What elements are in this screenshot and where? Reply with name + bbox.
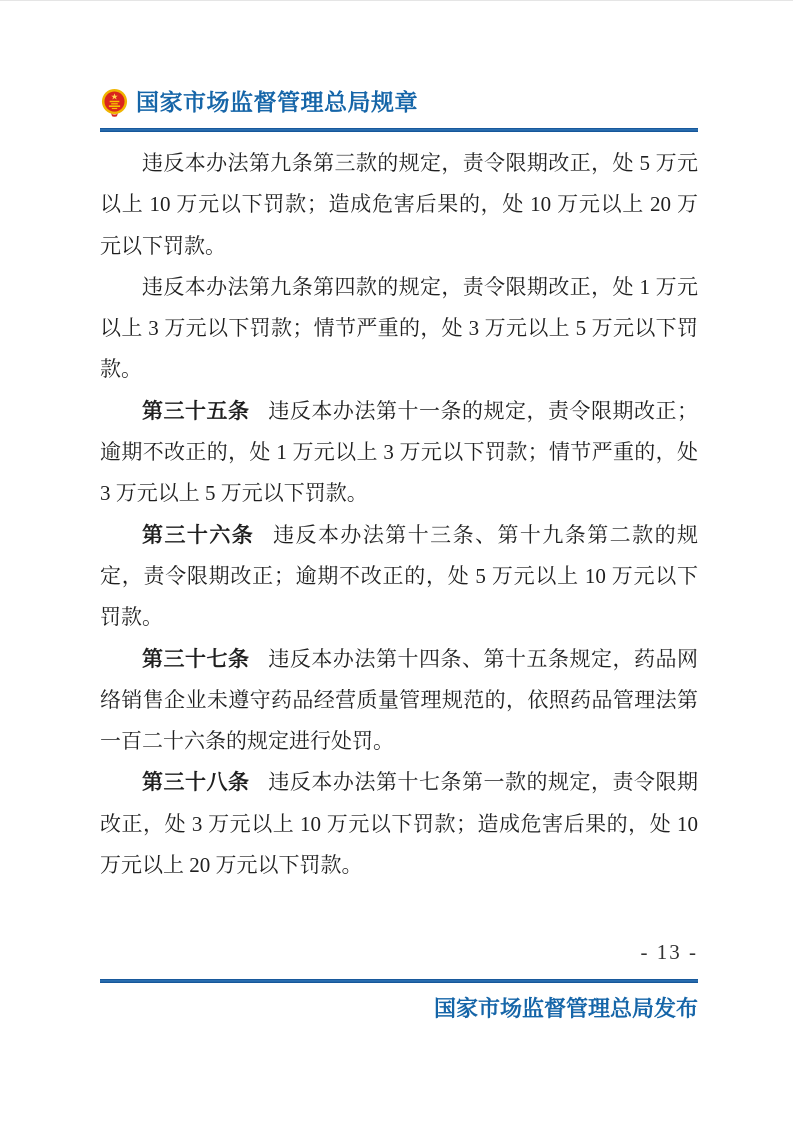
header-divider (100, 128, 698, 132)
footer-publisher: 国家市场监督管理总局发布 (433, 996, 698, 1021)
paragraph (100, 143, 698, 267)
article-number: 第三十七条 (142, 647, 250, 671)
paragraph (100, 391, 698, 515)
paragraph-text: 违反本办法第十七条第一款的规定，责令限期改正，处 3 万元以上 10 万元以下罚款；造成危害后果的，处 10 万元以上 20 万元以下罚款。 (100, 770, 699, 878)
header-title: 国家市场监督管理总局规章 (136, 88, 418, 115)
paragraph-text: 违反本办法第十四条、第十五条规定，药品网络销售企业未遵守药品经营质量管理规范的，依照药品管理法第一百二十六条的规定进行处罚。 (100, 646, 699, 754)
paragraph-text: 违反本办法第十一条的规定，责令限期改正；逾期不改正的，处 1 万元以上 3 万元以下罚款；情节严重的，处 3 万元以上 5 万元以下罚款。 (100, 398, 699, 506)
paragraph (100, 762, 698, 886)
paragraph-text: 违反本办法第九条第四款的规定，责令限期改正，处 1 万元以上 3 万元以下罚款；情节严重的，处 3 万元以上 5 万元以下罚款。 (100, 274, 698, 382)
article-number: 第三十五条 (142, 399, 250, 423)
article-number: 第三十六条 (142, 523, 255, 547)
article-number: 第三十八条 (142, 771, 250, 795)
footer-divider (100, 979, 698, 983)
document-body (100, 143, 698, 886)
document-header (100, 85, 418, 119)
paragraph (100, 639, 698, 763)
page-number: - 13 - (640, 940, 698, 964)
paragraph (100, 515, 698, 639)
paragraph (100, 267, 698, 391)
paragraph-text: 违反本办法第九条第三款的规定，责令限期改正，处 5 万元以上 10 万元以下罚款；造成危害后果的，处 10 万元以上 20 万元以下罚款。 (100, 151, 698, 258)
national-emblem-icon (100, 88, 129, 117)
paragraph-text: 违反本办法第十三条、第十九条第二款的规定，责令限期改正；逾期不改正的，处 5 万元以上 10 万元以下罚款。 (100, 522, 699, 630)
